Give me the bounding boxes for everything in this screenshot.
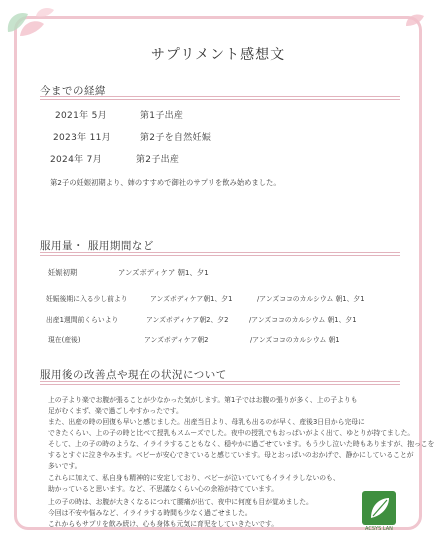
experience-line: 上の子の時は、お腹が大きくなるにつれて腰痛が出て、夜中に何度も目が覚めました。 [48,498,313,506]
history-event: 第2子出産 [136,155,180,165]
dosage-period: 妊娠初期 [48,268,78,277]
dosage-product: アンズボディケア朝2 [144,336,209,344]
history-date: 2023年 11月 [53,133,111,143]
dosage-product: アンズボディケア 朝1、夕1 [118,268,209,277]
section-heading-experience: 服用後の改善点や現在の状況について [40,369,227,381]
dosage-period: 出産1週間前くらいより [46,316,119,324]
experience-line: これからもサプリを飲み続け、心も身体も元気に育児をしていきたいです。 [48,520,279,528]
dosage-extra: /アンズココのカルシウム 朝1 [250,336,340,344]
history-note: 第2子の妊娠初期より、姉のすすめで御社のサプリを飲み始めました。 [50,178,281,187]
section-heading-history: 今までの経緯 [40,85,106,97]
experience-line: できたくらい、上の子の時と比べて授乳もスムーズでした。夜中の授乳でもおっぱいがよく出て、ゆとりが持てました。 [48,429,415,437]
leaf-decoration-icon [2,2,62,42]
leaf-decoration-right-icon [402,8,432,30]
experience-line: 今回は不安や悩みなど、イライラする時間も少なく過ごせました。 [48,509,252,517]
history-event: 第1子出産 [140,111,184,121]
experience-line: また、出産の時の回復も早いと感じました。出産当日より、母乳も出るのが早く、産後3日目から完母に [48,418,365,426]
dosage-period: 現在(産後) [48,336,81,344]
logo-text: ACSYS LAN [365,526,393,532]
brand-logo [361,490,397,536]
experience-line: 多いです。 [48,462,82,470]
history-date: 2021年 5月 [55,111,107,121]
experience-line: そして、上の子の時のような、イライラすることもなく、穏やかに過ごせています。もう少し泣いた時もありますが、抱っこを [48,440,435,448]
dosage-period: 妊娠後期に入る少し前より [46,295,128,303]
dosage-extra: /アンズココのカルシウム 朝1、夕1 [257,295,365,303]
page-title: サプリメント感想文 [150,47,286,63]
experience-line: 助かっていると思います。など、不思議なくらい心の余裕が持てています。 [48,485,279,493]
dosage-product: アンズボディケア朝2、夕2 [146,316,229,324]
history-date: 2024年 7月 [50,155,102,165]
section-divider [40,381,400,385]
section-divider [40,252,400,256]
dosage-extra: /アンズココのカルシウム 朝1、夕1 [249,316,357,324]
dosage-product: アンズボディケア朝1、夕1 [150,295,233,303]
experience-line: これらに加えて、私自身も精神的に安定しており、ベビーが泣いていてもイライラしないのも、 [48,474,340,482]
experience-line: 上の子より楽でお腹が張ることが少なかった気がします。第1子ではお腹の張りが多く、上の子よりも [48,396,358,404]
experience-line: 足がむくまず、楽で過ごしやすかったです。 [48,407,183,415]
section-divider [40,96,400,100]
experience-line: するとすぐに泣きやみます。ベビーが安心できていると感じています。母とおっぱいのおかげで、静かにしていることが [48,451,414,459]
section-heading-dosage: 服用量・ 服用期間など [40,240,154,252]
leaf-logo-icon [361,490,397,526]
history-event: 第2子を自然妊娠 [140,133,212,143]
